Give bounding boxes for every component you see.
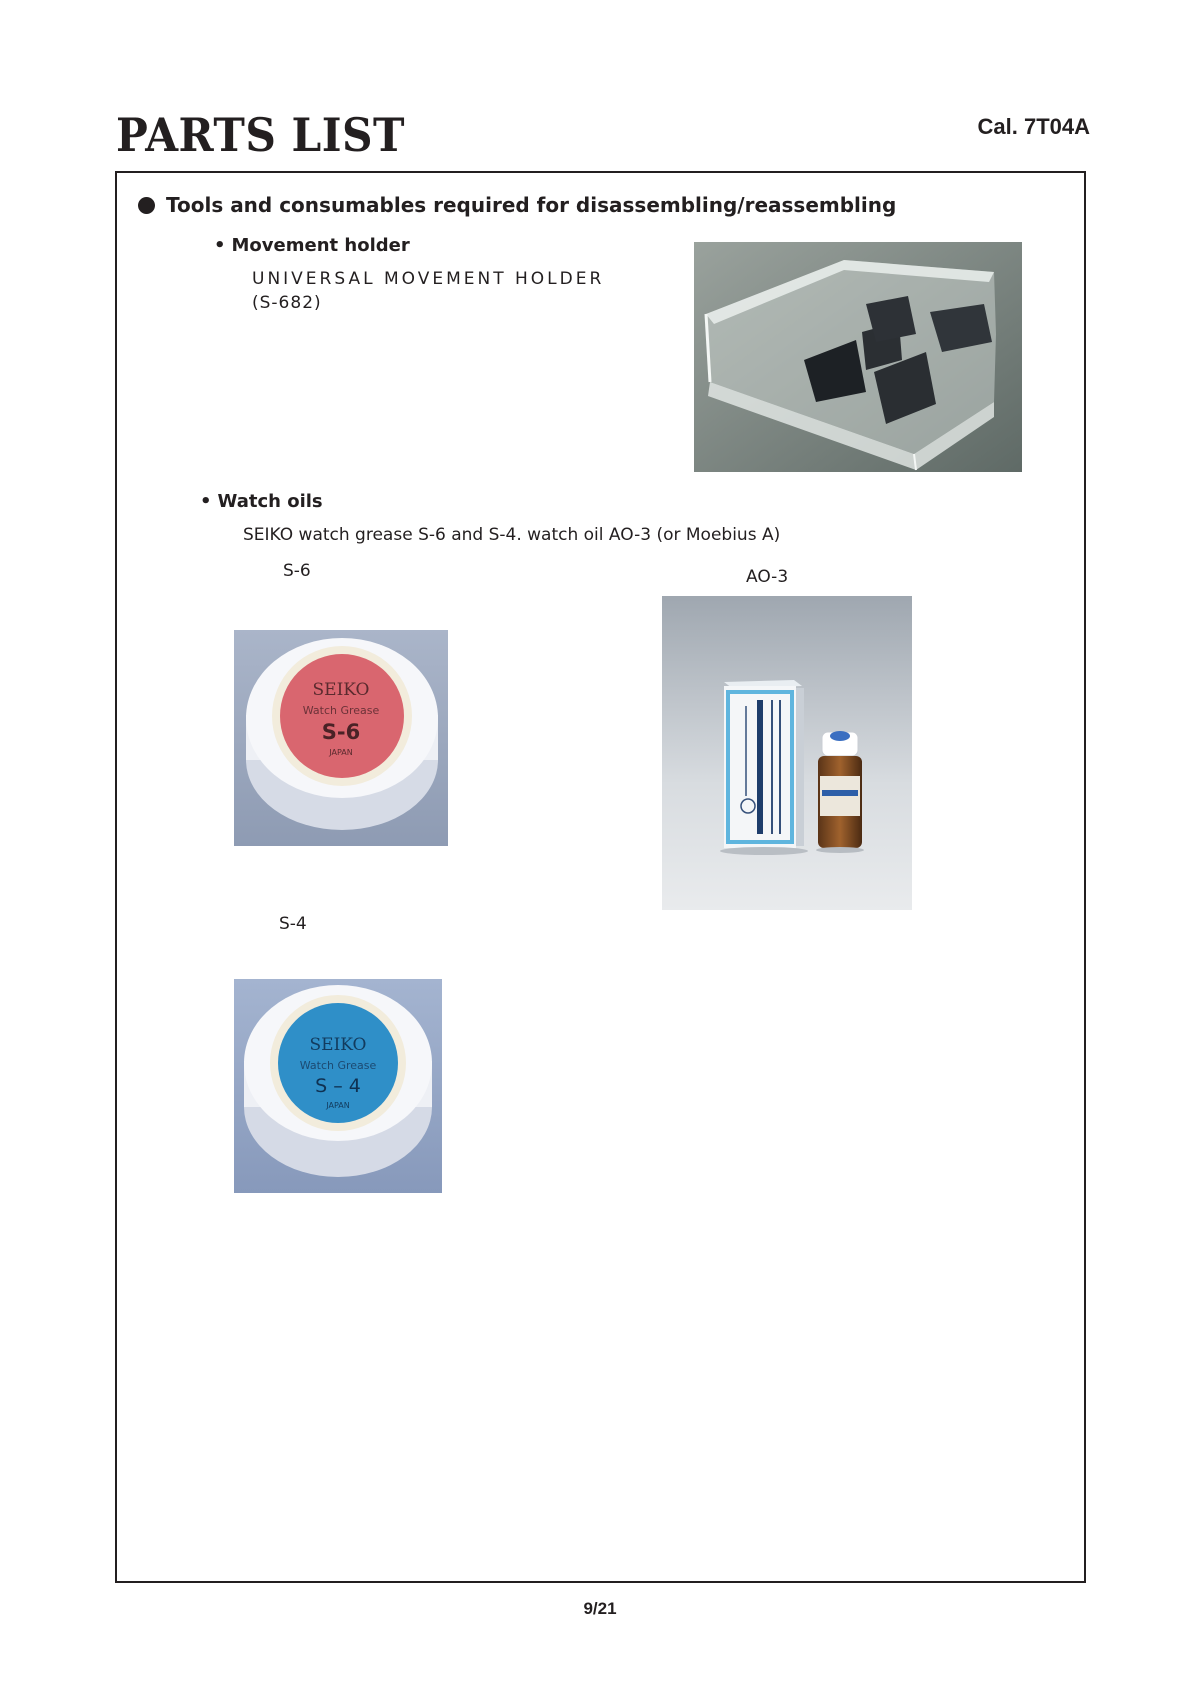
watch-oils-heading: • Watch oils: [200, 491, 323, 512]
movement-holder-name: UNIVERSAL MOVEMENT HOLDER: [252, 269, 605, 289]
s6-product-text: Watch Grease: [302, 704, 380, 717]
page-number: 9/21: [583, 1599, 617, 1618]
s4-brand-text: SEIKO: [309, 1035, 367, 1055]
caliber-label: Cal. 7T04A: [977, 114, 1090, 139]
s6-brand-text: SEIKO: [312, 680, 370, 700]
section-heading: Tools and consumables required for disassembling/reassembling: [166, 193, 897, 217]
s4-grease-photo: [234, 979, 442, 1193]
ao3-oil-photo: [662, 596, 912, 910]
bullet-dot-icon: •: [214, 235, 226, 256]
bullet-icon: [138, 197, 155, 214]
s4-code-text: S – 4: [315, 1075, 361, 1097]
s4-origin-text: JAPAN: [326, 1101, 350, 1110]
s6-code-text: S-6: [321, 720, 361, 744]
ao3-label: AO-3: [746, 567, 789, 587]
bullet-dot-icon: •: [200, 491, 212, 512]
s6-origin-text: JAPAN: [329, 748, 353, 757]
s6-label: S-6: [283, 561, 311, 581]
s6-grease-photo: [234, 630, 448, 846]
watch-oils-description: SEIKO watch grease S-6 and S-4. watch oil AO-3 (or Moebius A): [243, 525, 781, 545]
s4-product-text: Watch Grease: [299, 1059, 377, 1072]
s4-label: S-4: [279, 914, 307, 934]
page-title: PARTS LIST: [116, 108, 406, 162]
movement-holder-heading: • Movement holder: [214, 235, 410, 256]
movement-holder-code: (S-682): [252, 293, 322, 313]
movement-holder-photo: [694, 242, 1022, 472]
